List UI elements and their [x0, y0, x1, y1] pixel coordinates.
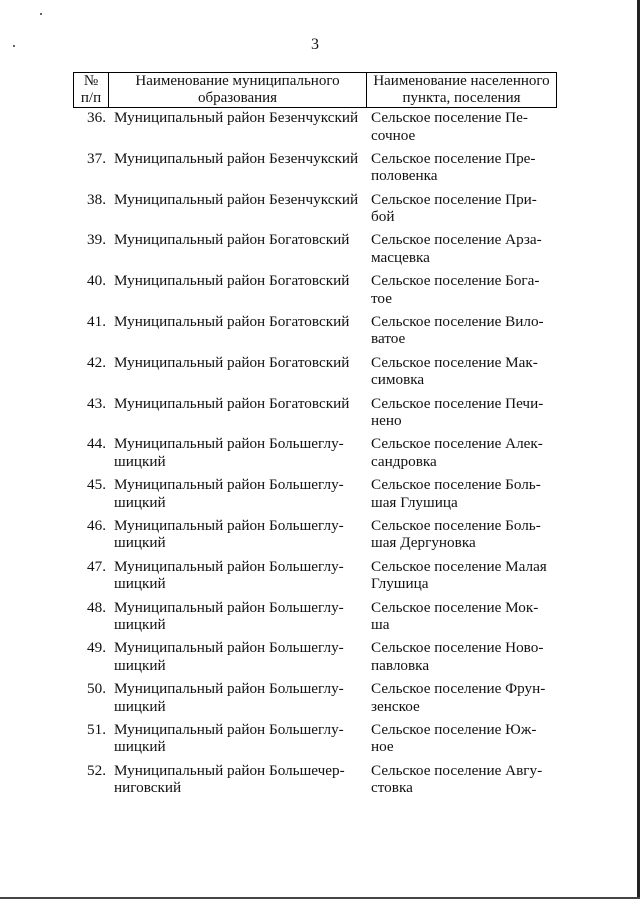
municipality-name — [114, 639, 364, 674]
settlement-name-line: Сельское поселение Вило- — [371, 312, 544, 330]
settlement-name — [371, 395, 561, 430]
header-number-line1: № — [83, 73, 99, 89]
municipality-name-line: Муниципальный район Большеглу- — [114, 557, 344, 575]
municipality-name-line: Муниципальный район Богатовский — [114, 312, 350, 330]
row-number: 48. — [87, 598, 106, 616]
row-number: 45. — [87, 476, 106, 494]
municipality-name-line: Муниципальный район Большеглу- — [114, 598, 344, 616]
settlement-name-line: шая Дергуновка — [371, 534, 476, 552]
header-municipality-cell — [109, 73, 367, 108]
settlement-name — [371, 313, 561, 348]
scan-speck — [40, 13, 42, 15]
settlement-name-line: Сельское поселение Ново- — [371, 639, 544, 657]
table-row — [0, 762, 640, 803]
table-row — [0, 231, 640, 272]
municipality-name-line: Муниципальный район Богатовский — [114, 272, 350, 290]
municipality-name-line: Муниципальный район Безенчукский — [114, 109, 359, 126]
settlement-name-line: Сельское поселение Боль- — [371, 516, 541, 534]
municipality-name-line: шицкий — [114, 738, 166, 756]
row-number: 46. — [87, 516, 106, 534]
municipality-name-line: шицкий — [114, 656, 166, 674]
table-row — [0, 639, 640, 680]
settlement-name — [371, 476, 561, 511]
table-row — [0, 435, 640, 476]
settlement-name — [371, 354, 561, 389]
municipality-name — [114, 721, 364, 756]
settlement-name — [371, 272, 561, 307]
header-settlement-cell — [367, 73, 557, 108]
table-row — [0, 517, 640, 558]
row-number: 52. — [87, 761, 106, 779]
municipality-name-line: Муниципальный район Большеглу- — [114, 516, 344, 534]
settlement-name-line: Сельское поселение Пре- — [371, 149, 536, 167]
settlement-name-line: Сельское поселение Бога- — [371, 272, 540, 290]
settlement-name-line: ное — [371, 738, 394, 756]
header-number-cell — [74, 73, 109, 108]
municipality-name — [114, 517, 364, 552]
settlement-name-line: сандровка — [371, 452, 437, 470]
settlement-name — [371, 762, 561, 797]
settlement-name — [371, 109, 561, 144]
municipality-name-line: Муниципальный район Большеглу- — [114, 680, 344, 698]
settlement-name — [371, 517, 561, 552]
municipality-name-line: Муниципальный район Большеглу- — [114, 476, 344, 494]
settlement-name — [371, 639, 561, 674]
settlement-name-line: Сельское поселение Пе- — [371, 109, 528, 126]
municipality-name — [114, 680, 364, 715]
settlement-name-line: симовка — [371, 371, 425, 389]
row-number: 50. — [87, 680, 106, 698]
settlement-name-line: Сельское поселение Мак- — [371, 353, 538, 371]
settlement-name-line: половенка — [371, 167, 438, 185]
table-row — [0, 313, 640, 354]
row-number: 42. — [87, 353, 106, 371]
municipality-name-line: ниговский — [114, 779, 182, 797]
header-number-line2: п/п — [80, 90, 102, 106]
settlement-name — [371, 680, 561, 715]
row-number: 44. — [87, 435, 106, 453]
row-number: 43. — [87, 394, 106, 412]
row-number: 37. — [87, 149, 106, 167]
settlement-name-line: Сельское поселение Печи- — [371, 394, 544, 412]
settlement-name-line: бой — [371, 208, 395, 226]
settlement-name — [371, 721, 561, 756]
settlement-name — [371, 599, 561, 634]
municipality-name-line: шицкий — [114, 452, 166, 470]
header-settlement-line2: пункта, поселения — [402, 90, 521, 106]
municipality-name-line: Муниципальный район Богатовский — [114, 394, 350, 412]
municipality-name-line: шицкий — [114, 616, 166, 634]
municipality-name — [114, 313, 364, 331]
row-number: 39. — [87, 231, 106, 249]
municipality-name-line: Муниципальный район Безенчукский — [114, 190, 359, 208]
settlement-name-line: Сельское поселение Мок- — [371, 598, 539, 616]
municipality-name — [114, 435, 364, 470]
row-number: 49. — [87, 639, 106, 657]
settlement-name-line: Глушица — [371, 575, 429, 593]
settlement-name-line: Сельское поселение Фрун- — [371, 680, 546, 698]
municipality-name — [114, 109, 364, 127]
settlement-name-line: Сельское поселение Алек- — [371, 435, 543, 453]
table-row — [0, 680, 640, 721]
municipality-name — [114, 476, 364, 511]
municipality-name — [114, 231, 364, 249]
municipality-name — [114, 354, 364, 372]
page-number: 3 — [311, 36, 319, 53]
settlement-name-line: Сельское поселение При- — [371, 190, 537, 208]
table-row — [0, 354, 640, 395]
settlement-name — [371, 435, 561, 470]
settlement-name-line: стовка — [371, 779, 413, 797]
settlement-name-line: масцевка — [371, 248, 430, 266]
table-row — [0, 272, 640, 313]
header-settlement-line1: Наименование населенного — [373, 73, 550, 89]
row-number: 51. — [87, 720, 106, 738]
municipality-name-line: Муниципальный район Богатовский — [114, 353, 350, 371]
settlement-name-line: зенское — [371, 697, 420, 715]
settlement-name-line: Сельское поселение Боль- — [371, 476, 541, 494]
table-row — [0, 395, 640, 436]
municipality-name — [114, 558, 364, 593]
municipality-name-line: шицкий — [114, 697, 166, 715]
municipality-name-line: шицкий — [114, 493, 166, 511]
table-row — [0, 721, 640, 762]
row-number: 38. — [87, 190, 106, 208]
settlement-name-line: ша — [371, 616, 390, 634]
municipality-name — [114, 762, 364, 797]
settlement-name — [371, 558, 561, 593]
row-number: 36. — [87, 109, 106, 126]
row-number: 41. — [87, 312, 106, 330]
settlement-name-line: ватое — [371, 330, 406, 348]
municipality-name — [114, 272, 364, 290]
settlement-name-line: тое — [371, 289, 392, 307]
municipality-name — [114, 150, 364, 168]
municipality-name-line: Муниципальный район Богатовский — [114, 231, 350, 249]
header-municipality-line1: Наименование муниципального — [135, 73, 340, 89]
settlement-name — [371, 191, 561, 226]
table-header — [73, 72, 557, 108]
settlement-name-line: сочное — [371, 126, 416, 144]
municipality-name-line: Муниципальный район Большеглу- — [114, 435, 344, 453]
row-number: 40. — [87, 272, 106, 290]
municipality-name-line: Муниципальный район Большеглу- — [114, 720, 344, 738]
municipality-name — [114, 395, 364, 413]
table-row — [0, 599, 640, 640]
settlement-name-line: Сельское поселение Малая — [371, 557, 547, 575]
municipality-name-line: шицкий — [114, 575, 166, 593]
table-row — [0, 150, 640, 191]
settlement-name — [371, 150, 561, 185]
settlement-name — [371, 231, 561, 266]
header-municipality-line2: образования — [197, 90, 278, 106]
table-row — [0, 476, 640, 517]
settlement-name-line: шая Глушица — [371, 493, 458, 511]
table-body — [0, 109, 640, 803]
settlement-name-line: Сельское поселение Юж- — [371, 720, 537, 738]
municipality-name-line: шицкий — [114, 534, 166, 552]
settlement-name-line: павловка — [371, 656, 430, 674]
row-number: 47. — [87, 557, 106, 575]
scan-speck — [13, 45, 15, 47]
table-row — [0, 191, 640, 232]
settlement-name-line: нено — [371, 412, 402, 430]
table-row — [0, 558, 640, 599]
municipality-name-line: Муниципальный район Безенчукский — [114, 149, 359, 167]
municipality-name — [114, 191, 364, 209]
settlement-name-line: Сельское поселение Арза- — [371, 231, 542, 249]
table-row — [0, 109, 640, 150]
municipality-name-line: Муниципальный район Большеглу- — [114, 639, 344, 657]
municipality-name — [114, 599, 364, 634]
municipality-name-line: Муниципальный район Большечер- — [114, 761, 345, 779]
settlement-name-line: Сельское поселение Авгу- — [371, 761, 543, 779]
